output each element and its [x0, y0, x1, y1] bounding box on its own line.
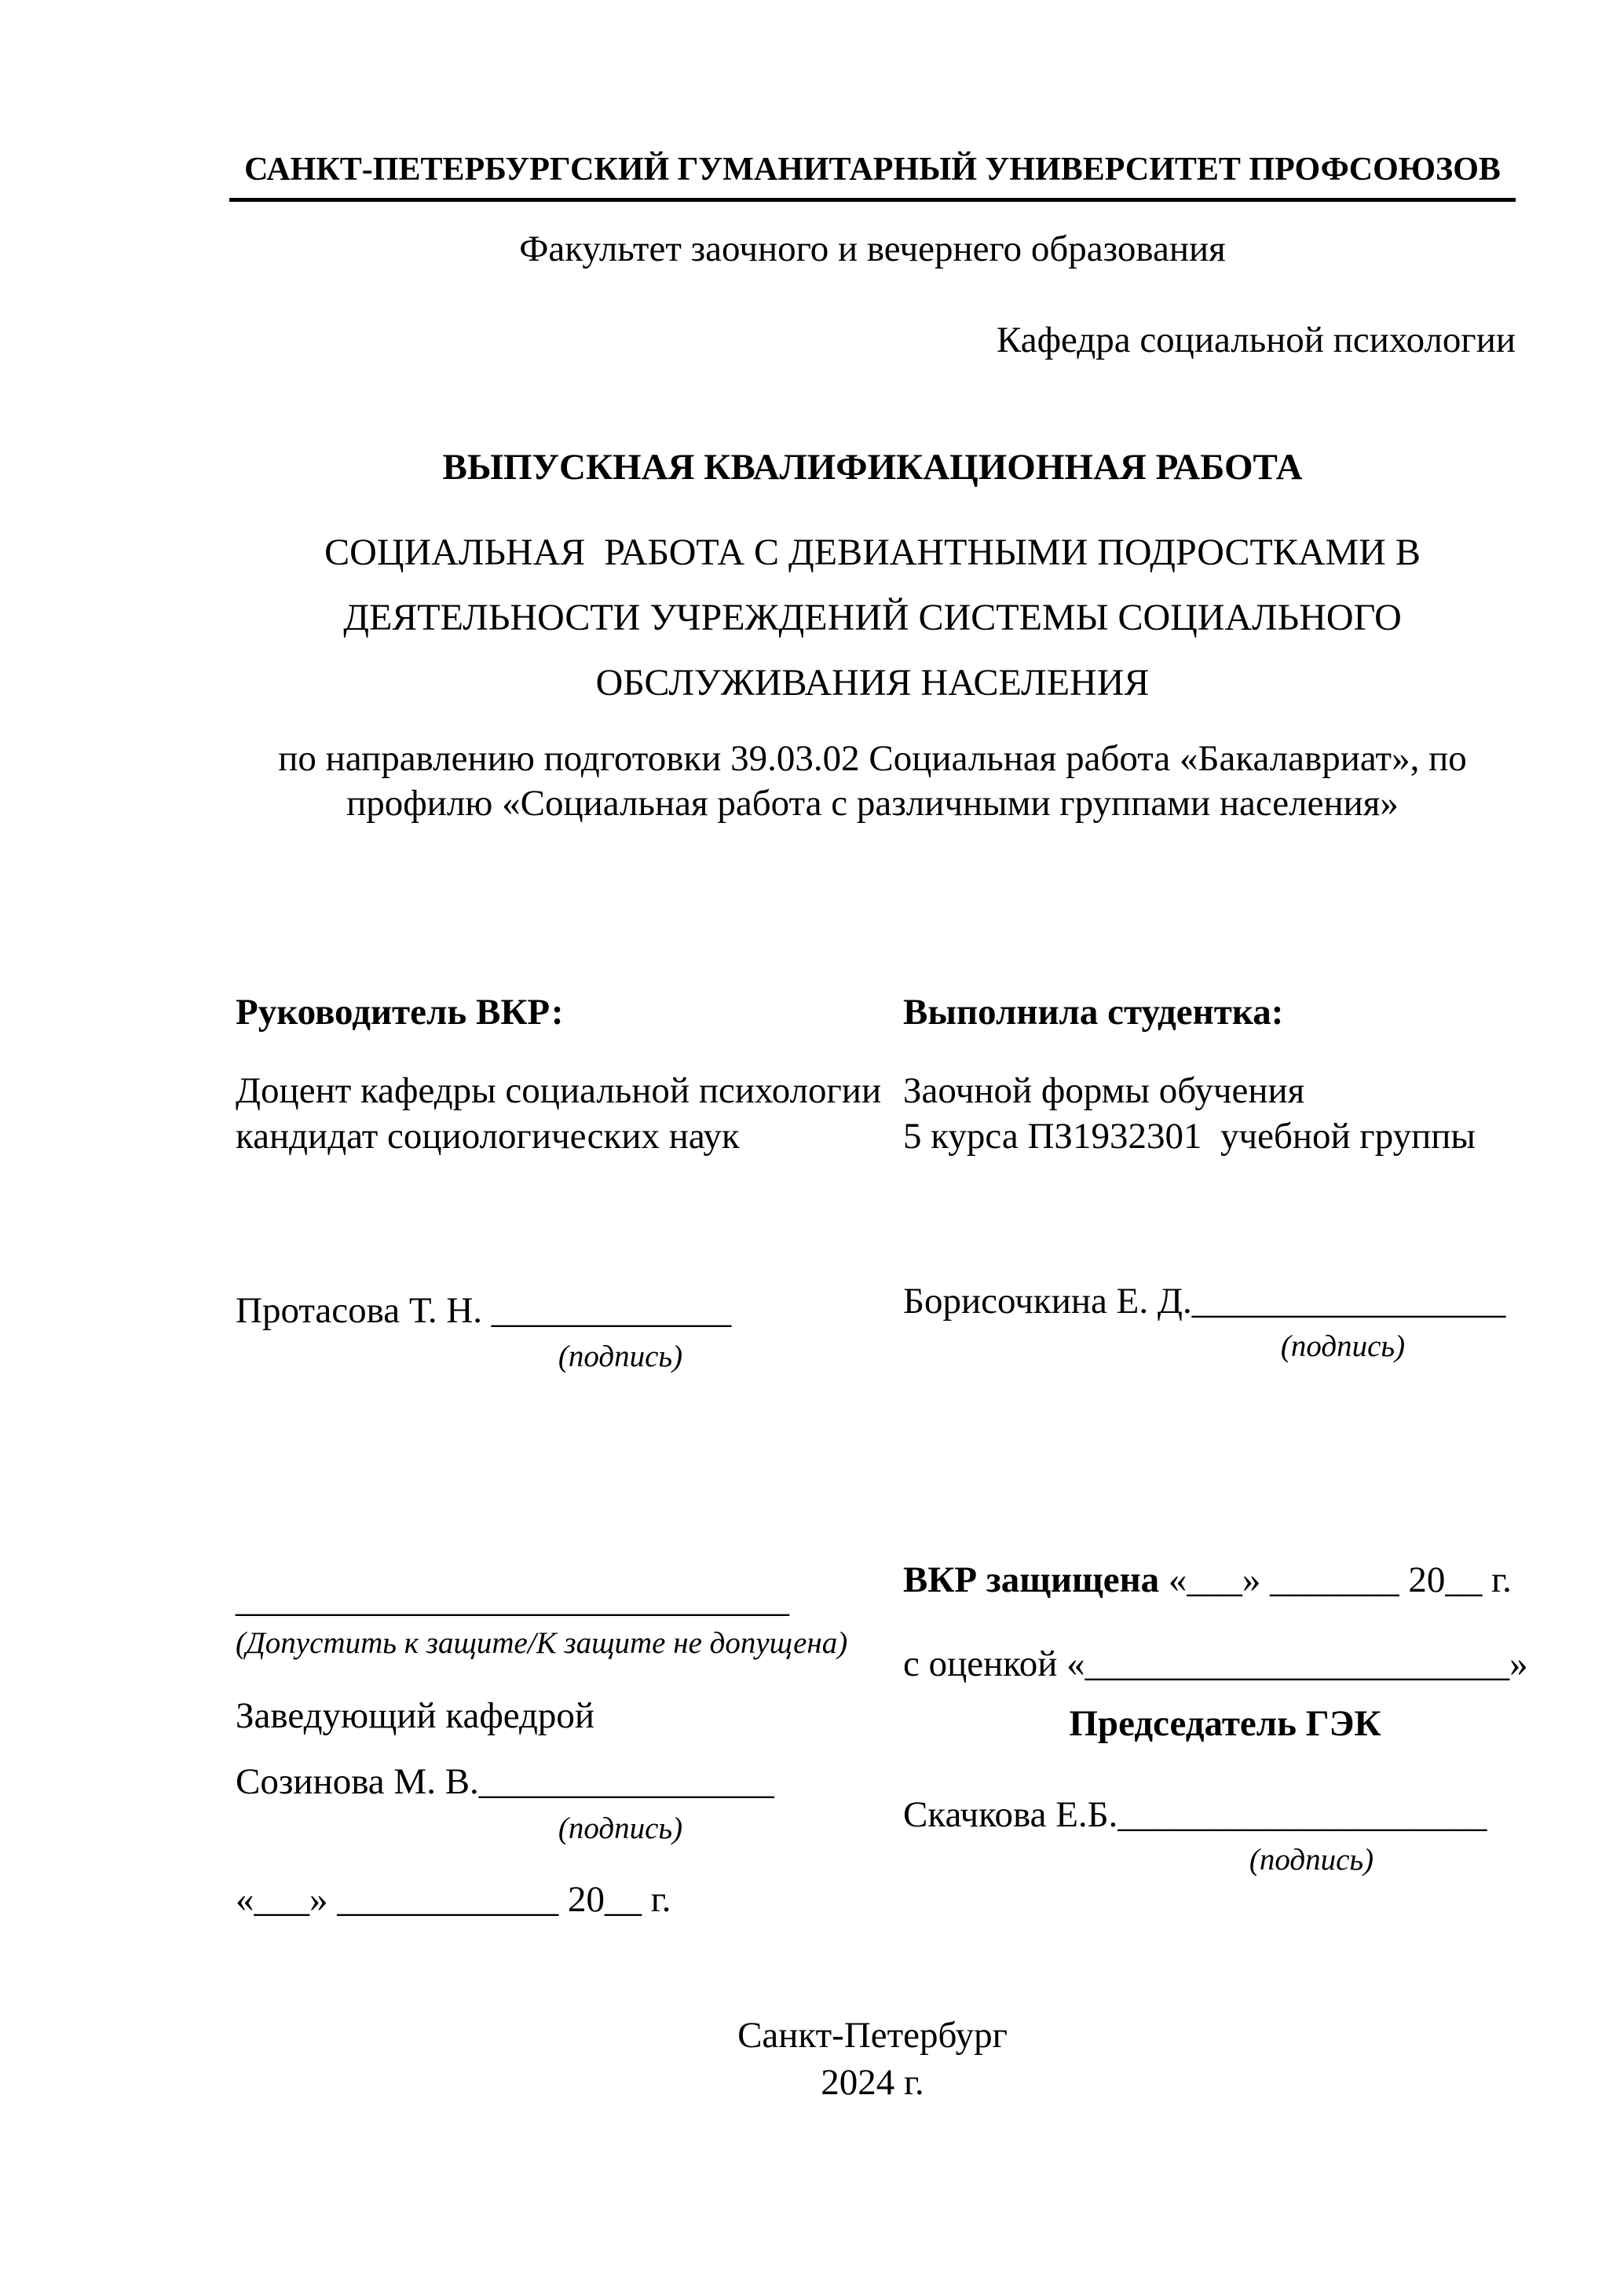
admission-blank-line: ______________________________	[236, 1579, 789, 1620]
supervisor-signature-line	[236, 1289, 731, 1332]
defense-date-line	[903, 1559, 1512, 1601]
supervisor-signature-caption: (подпись)	[558, 1340, 683, 1373]
gek-chairman-name: Скачкова Е.Б.	[903, 1794, 1118, 1835]
program-line-2: профилю «Социальная работа с различными группами населения»	[346, 783, 1399, 824]
admission-date-line: «___» ____________ 20__ г.	[236, 1879, 671, 1920]
supervisor-name: Протасова Т. Н.	[236, 1290, 483, 1331]
gek-chairman-title: Председатель ГЭК	[1069, 1703, 1381, 1744]
supervisor-position-line-2: кандидат социологических наук	[236, 1116, 740, 1157]
department-head-signature-line	[236, 1760, 774, 1803]
supervisor-signature-blank: _____________	[482, 1290, 732, 1331]
thesis-title-line-3: ОБСЛУЖИВАНИЯ НАСЕЛЕНИЯ	[595, 662, 1150, 704]
gek-chairman-signature-caption: (подпись)	[1249, 1843, 1374, 1877]
program-info	[229, 737, 1516, 826]
student-name: Борисочкина Е. Д.	[903, 1281, 1192, 1322]
student-signature-blank: _________________	[1191, 1281, 1506, 1322]
defense-status-label: ВКР защищена	[903, 1559, 1160, 1600]
student-signature-line	[903, 1280, 1505, 1322]
thesis-title-line-2: ДЕЯТЕЛЬНОСТИ УЧРЕЖДЕНИЙ СИСТЕМЫ СОЦИАЛЬНОГО	[343, 597, 1402, 638]
footer-city: Санкт-Петербург	[737, 2015, 1008, 2056]
footer	[229, 2012, 1516, 2106]
admission-caption: (Допустить к защите/К защите не допущена)	[236, 1626, 848, 1660]
supervisor-position	[236, 1068, 881, 1159]
department-name: Кафедра социальной психологии	[997, 320, 1516, 360]
department-head-name: Созинова М. В.	[236, 1761, 479, 1802]
gek-chairman-signature-line	[903, 1793, 1487, 1836]
department-head-signature-caption: (подпись)	[558, 1812, 683, 1845]
thesis-title	[229, 520, 1516, 715]
student-signature-caption: (подпись)	[1280, 1329, 1406, 1363]
university-name: САНКТ-ПЕТЕРБУРГСКИЙ ГУМАНИТАРНЫЙ УНИВЕРСИТЕТ ПРОФСОЮЗОВ	[229, 149, 1516, 202]
work-type-heading: ВЫПУСКНАЯ КВАЛИФИКАЦИОННАЯ РАБОТА	[442, 447, 1303, 488]
student-info	[903, 1068, 1476, 1159]
student-info-line-1: Заочной формы обучения	[903, 1070, 1305, 1111]
student-info-line-2: 5 курса ПЗ1932301 учебной группы	[903, 1116, 1476, 1157]
program-line-1: по направлению подготовки 39.03.02 Социальная работа «Бакалавриат», по	[278, 738, 1467, 779]
department-head-signature-blank: ________________	[478, 1761, 774, 1802]
gek-chairman-signature-blank: ____________________	[1117, 1794, 1487, 1835]
faculty-name: Факультет заочного и вечернего образования	[519, 229, 1226, 269]
department-head-title: Заведующий кафедрой	[236, 1695, 595, 1736]
student-label: Выполнила студентка:	[903, 992, 1284, 1033]
thesis-title-line-1: СОЦИАЛЬНАЯ РАБОТА С ДЕВИАНТНЫМИ ПОДРОСТКАМИ В	[324, 532, 1421, 573]
footer-year: 2024 г.	[821, 2062, 924, 2103]
supervisor-label: Руководитель ВКР:	[236, 992, 564, 1033]
supervisor-position-line-1: Доцент кафедры социальной психологии	[236, 1070, 882, 1111]
defense-date-blank: «___» _______ 20__ г.	[1159, 1559, 1512, 1600]
defense-grade-line: с оценкой «_______________________»	[903, 1643, 1528, 1684]
